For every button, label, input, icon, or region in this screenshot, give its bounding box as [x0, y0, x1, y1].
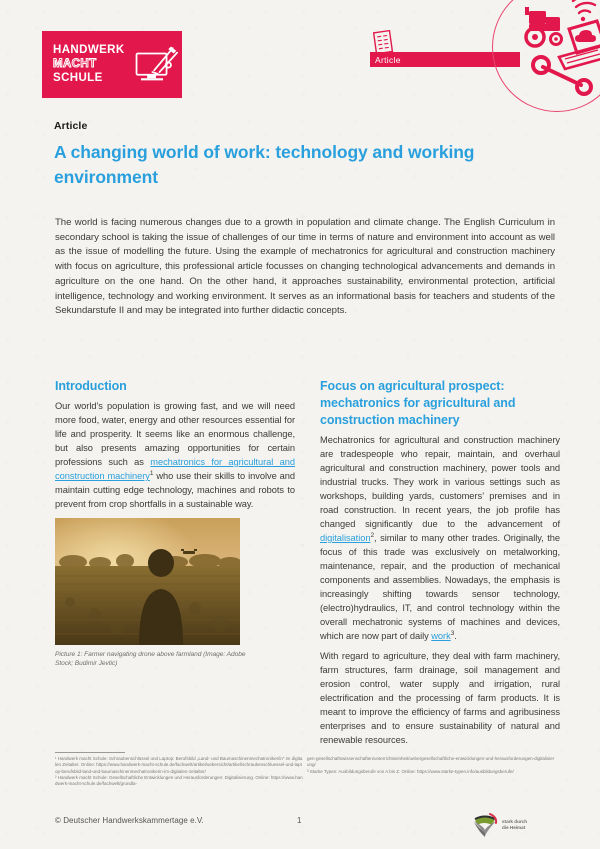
mechatronics-link[interactable]: mechatronics for agricultural and construction machinery: [55, 457, 295, 481]
footnotes-right: [307, 756, 555, 775]
brand-logo: [42, 31, 182, 98]
right-p1-part1: Mechatronics for agricultural and construction machinery are tradespeople who repair, maintain, and overhaul agricultural and construction machinery, power tools and industrial trucks. They work in various settings such as workshops, building yards, customers’ premises and in road construction. In recent years, the job profile has changed significantly due to the advancement of: [320, 435, 560, 529]
brand-logo-line1: HANDWERK: [53, 44, 125, 56]
right-p1-part2: , similar to many other trades. Originally, the focus of this trade was exclusively on metalworking, maintenance, repair, and the production of mechanical components and assemblies. Nowadays, the emphasis is increasingly shifting towards sensor technology, (electro)hydraulics, IT, and control technology within the overall mechatronic systems of machines and devices, which are now part of daily: [320, 533, 560, 641]
right-column-paragraph-2: With regard to agriculture, they deal with farm machinery, farm structures, farm drainage, soil management and erosion control, water supply and irrigation, rural electrification and the processing of farm products. It is meant to improve the efficiency of farms and agribusiness enterprises and to ensure sustainability of natural and renewable resources.: [320, 651, 560, 745]
footnote-3: ³ Starke Typen: Ausbildungsberufe von A bis Z. Online: https://www.starke-typen.info/ausbildungsberufe/: [307, 768, 514, 774]
right-column-heading: Focus on agricultural prospect: mechatronics for agricultural and construction machinery: [320, 379, 516, 427]
footer-logo: [472, 810, 562, 840]
footnote-marker-1: 1: [149, 469, 154, 477]
footer-logo-text: [502, 819, 527, 831]
footer-copyright: © Deutscher Handwerkskammertage e.V.: [55, 816, 204, 825]
brand-logo-wordmark: [53, 44, 125, 85]
page-header: [0, 0, 600, 110]
wifi-waves-icon: [573, 0, 600, 13]
right-column-paragraph-1: [320, 433, 560, 643]
footnote-marker-2: 2: [370, 531, 375, 539]
footnote-2: ² Handwerk macht Schule: Gesellschaftliche Entwicklungen und Herausforderungen: Digitalisierung. Online: https://www.handwerk-macht-schule.de/fachwelt/grundla-: [55, 774, 303, 787]
article-tag-label: Article: [375, 54, 401, 65]
intro-paragraph: The world is facing numerous changes due to a growth in population and climate change. The English Curriculum in secondary school is taking the issue of challenges of our time in terms of nature and environment into account as well as the issue of modelling the future. Using the example of mechatronics for agricultural and construction machinery with focus on agriculture, this professional article focusses on changing technological advancements and demands in agriculture on the one hand. On the other hand, it approaches sustainability, environmental protection, artificial intelligence, technology and working environment. It serves as an informational basis for teachers and students of the Sekundarstufe II and may be integrated into further didactic concepts.: [55, 217, 555, 317]
right-p1-part3: .: [454, 631, 457, 641]
left-para-part2: who use their skills to involve and maintain cutting edge technology, machines and robots to prevent from crop shortfalls in a sustainable way.: [55, 471, 295, 509]
footnote-2-cont: gen-gesellschaftswissenschaften/unterrichtseinheit/uebergesellschaftliche-entwicklungen-und-herausforderungen-digitalisierung/: [307, 756, 555, 768]
left-column-paragraph: [55, 399, 295, 511]
monitor-pencil-ruler-icon: [133, 40, 182, 90]
page-kicker: Article: [54, 120, 88, 132]
brand-logo-line3: SCHULE: [53, 72, 103, 84]
header-illustration-circle: [492, 0, 600, 112]
heart-leaf-logo-icon: [472, 812, 498, 838]
page-title: A changing world of work: technology and working environment: [54, 142, 475, 187]
footnote-divider: [55, 752, 125, 753]
laptop-cloud-wifi-icon: [559, 21, 600, 69]
left-column-heading: Introduction: [55, 379, 127, 393]
left-para-part1: Our world’s population is growing fast, and we will need more food, water, energy and other resources essential for life and prosperity. It seems like an enormous challenge, but also presents amazing opportunities for certain professions such as: [55, 401, 295, 467]
footnotes-left: [55, 756, 303, 787]
tractor-icon: [525, 7, 562, 46]
footnote-1: ¹ Handwerk macht Schule: Schraubenschlüssel und Laptop: Berufsbild „Land- und Baumaschinenmechatroniker/in“ im digitalen Zeitalter. Online: https://www.handwerk-macht-schule.de/fachwelt/artikel/uebersicht/artikel/schraubenschluessel-und-laptop-berufsbild-land-und-baumaschinenmechatronikerin-im-digitalen-zeitalter/: [55, 756, 303, 774]
footnote-marker-3: 3: [450, 629, 455, 637]
footer-logo-line1: stark durch: [502, 819, 528, 824]
farmer-drone-photo: [55, 518, 240, 645]
photo-caption: Picture 1: Farmer navigating drone above farmland (Image: Adobe Stock; Budimir Jevtic): [55, 651, 246, 667]
footer-logo-line2: die Heimat: [502, 825, 526, 830]
footer-page-number: 1: [297, 816, 302, 825]
left-column: [55, 378, 295, 668]
work-link[interactable]: work: [431, 631, 451, 641]
brand-logo-line2: MACHT: [53, 58, 97, 70]
right-column: [320, 378, 560, 753]
digitalisation-link[interactable]: digitalisation: [320, 533, 371, 543]
